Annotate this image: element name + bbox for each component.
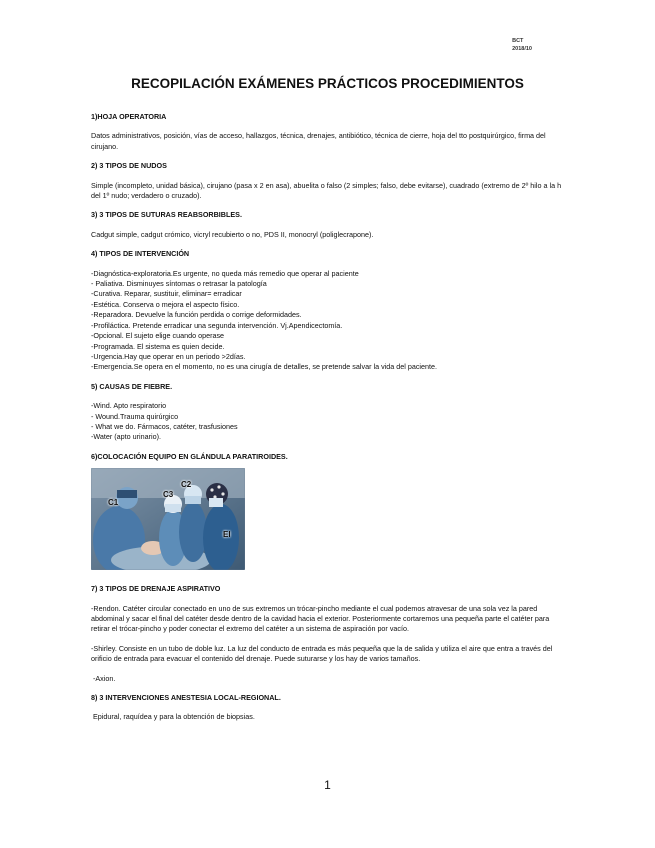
list-item: -Water (apto urinario). <box>91 432 162 442</box>
section-8-heading: 8) 3 INTERVENCIONES ANESTESIA LOCAL-REGIONAL. <box>91 693 281 702</box>
section-2-heading: 2) 3 TIPOS DE NUDOS <box>91 161 167 171</box>
list-item: -Urgencia.Hay que operar en un periodo >2días. <box>91 351 246 361</box>
section-1-heading: 1)HOJA OPERATORIA <box>91 112 167 121</box>
section-7-heading: 7) 3 TIPOS DE DRENAJE ASPIRATIVO <box>91 584 221 594</box>
section-5-list <box>91 401 567 443</box>
photo-label-c2: C2 <box>181 480 192 490</box>
surgery-team-photo <box>91 468 245 570</box>
list-item: - What we do. Fármacos, catéter, trasfusiones <box>91 421 238 431</box>
list-item: -Emergencia.Se opera en el momento, no es una cirugía de detalles, se pretende salvar la vida del paciente. <box>91 362 438 372</box>
list-item: -Opcional. El sujeto elige cuando operase <box>91 331 225 341</box>
section-1-text: Datos administrativos, posición, vías de acceso, hallazgos, técnica, drenajes, antibiótico, técnica de cierre, hoja del tto postquirúrgico, firma del cirujano. <box>91 131 546 151</box>
document-title: RECOPILACIÓN EXÁMENES PRÁCTICOS PROCEDIMIENTOS <box>131 76 524 91</box>
section-6-heading: 6)COLOCACIÓN EQUIPO EN GLÁNDULA PARATIROIDES. <box>91 451 288 461</box>
section-4-list <box>91 269 567 373</box>
section-7-axion: -Axion. <box>91 673 116 683</box>
photo-label-ei: EI <box>223 530 231 540</box>
section-7-shirley: -Shirley. Consiste en un tubo de doble luz. La luz del conducto de entrada es más pequeña que la de salida y utiliza el aire que entra a través del orificio de entrada para evacuar el contenido del drenaje. Puede suturarse y los hay de varios tamaños. <box>91 643 553 664</box>
list-item: -Curativa. Reparar, sustituir, eliminar= erradicar <box>91 289 242 299</box>
section-3-heading: 3) 3 TIPOS DE SUTURAS REABSORBIBLES. <box>91 210 242 220</box>
section-8-text: Epidural, raquídea y para la obtención de biopsias. <box>91 712 255 722</box>
photo-label-c1: C1 <box>108 498 119 508</box>
list-item: -Wind. Apto respiratorio <box>91 401 167 411</box>
list-item: -Profiláctica. Pretende erradicar una segunda intervención. Vj.Apendicectomía. <box>91 320 343 330</box>
page-number: 1 <box>324 778 331 792</box>
section-7-rendon: -Rendon. Catéter circular conectado en uno de sus extremos un trócar-pincho mediante el cual podemos atravesar de una sola vez la pared abdominal y sacar el final del catéter desde dentro de la cavidad hacia el exterior. Posteriormente cortaremos una pequeña parte el catéter para retirar el trócar-pincho y poder conectar el extremo del catéter a un sistema de aspiración por vacío. <box>91 603 550 634</box>
list-item: -Estética. Conserva o mejora el aspecto físico. <box>91 299 240 309</box>
header-meta <box>512 37 532 53</box>
section-2-text: Simple (incompleto, unidad básica), cirujano (pasa x 2 en asa), abuelita o falso (2 simples; falso, debe evitarse), cuadrado (extremo de 2º hilo a la h del 1º nudo; verdadero o cruzado). <box>91 180 562 201</box>
header-year: 2018/10 <box>512 46 532 52</box>
list-item: - Paliativa. Disminuyes síntomas o retrasar la patología <box>91 279 267 289</box>
list-item: -Reparadora. Devuelve la función perdida o corrige deformidades. <box>91 310 302 320</box>
surgery-team-illustration <box>91 468 245 570</box>
list-item: - Wound.Trauma quirúrgico <box>91 411 179 421</box>
document-body <box>91 112 567 732</box>
photo-label-c3: C3 <box>163 490 174 500</box>
list-item: -Diagnóstica-exploratoria.Es urgente, no queda más remedio que operar al paciente <box>91 268 359 278</box>
section-5-heading: 5) CAUSAS DE FIEBRE. <box>91 381 173 391</box>
section-3-text: Cadgut simple, cadgut crómico, vicryl recubierto o no, PDS II, monocryl (poliglecrapone). <box>91 229 374 239</box>
header-initials: BCT <box>512 38 524 44</box>
section-4-heading: 4) TIPOS DE INTERVENCIÓN <box>91 249 190 259</box>
list-item: -Programada. El sistema es quien decide. <box>91 341 225 351</box>
